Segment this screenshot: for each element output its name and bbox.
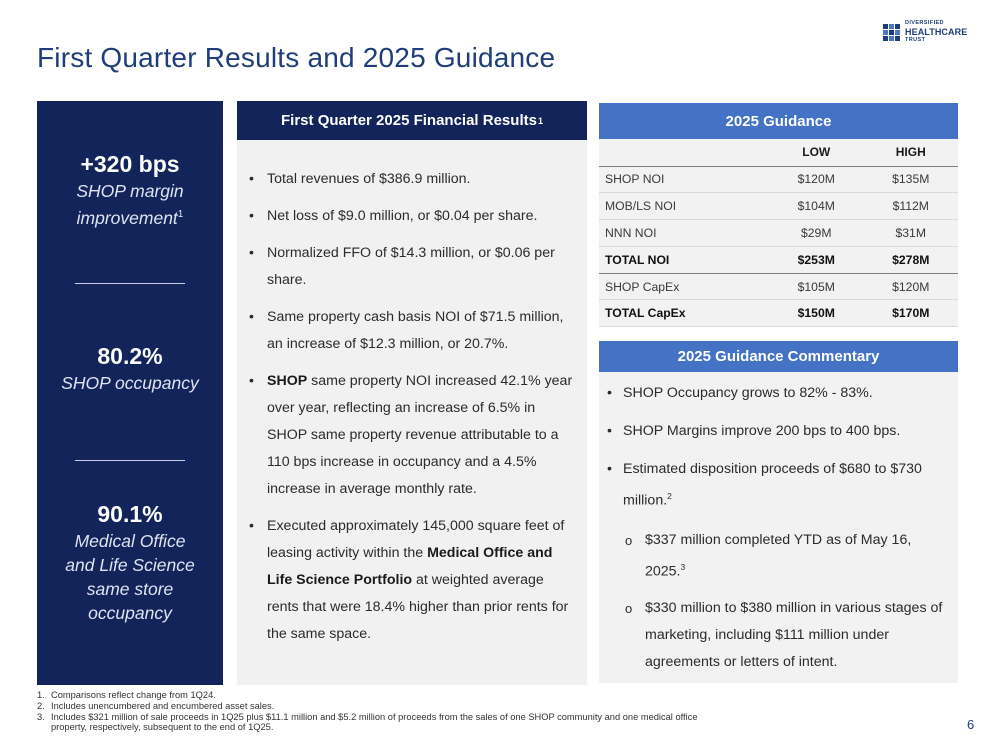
stat-label: SHOP margin <box>76 180 184 201</box>
stat-label: Medical Office <box>74 530 186 551</box>
results-bullet-leasing: • Executed approximately 145,000 square feet of leasing activity within the Medical Office and Life Science Portfolio at weighted average rents that were 18.4% higher than prior rents for the same space. <box>249 513 573 648</box>
logo-middle: HEALTHCARE <box>905 26 968 37</box>
row-high: $31M <box>864 220 959 247</box>
table-row <box>599 220 958 247</box>
row-low: $253M <box>769 246 864 273</box>
column-header-low: LOW <box>769 139 864 166</box>
commentary-bullet: • SHOP Occupancy grows to 82% - 83%. <box>607 380 948 407</box>
commentary-header: 2025 Guidance Commentary <box>599 341 958 372</box>
footnotes <box>37 690 727 733</box>
stat-mob-occupancy <box>37 501 223 625</box>
table-row-total <box>599 300 958 327</box>
row-low: $104M <box>769 193 864 220</box>
row-low: $150M <box>769 300 864 327</box>
commentary-panel <box>599 372 958 683</box>
table-row <box>599 166 958 193</box>
results-bullet-shop: • SHOP same property NOI increased 42.1% year over year, reflecting an increase of 6.5% in SHOP same property revenue attributable to a 110 bps increase in occupancy and a 4.5% increase in average monthly rate. <box>249 368 573 503</box>
row-label: SHOP NOI <box>599 166 769 193</box>
financial-results-panel <box>237 101 587 685</box>
page-title: First Quarter Results and 2025 Guidance <box>37 42 556 73</box>
row-high: $135M <box>864 166 959 193</box>
commentary-subbullet: o $330 million to $380 million in various stages of marketing, including $111 million under agreements or letters of intent. <box>623 595 948 676</box>
guidance-header: 2025 Guidance <box>599 103 958 139</box>
row-high: $170M <box>864 300 959 327</box>
commentary-list <box>599 372 958 676</box>
results-bullet: • Normalized FFO of $14.3 million, or $0.06 per share. <box>249 240 573 294</box>
row-label: SHOP CapEx <box>599 273 769 300</box>
row-low: $120M <box>769 166 864 193</box>
company-logo <box>883 18 983 46</box>
logo-text <box>905 21 967 43</box>
table-row <box>599 193 958 220</box>
stat-value: 80.2% <box>97 343 163 369</box>
row-label: MOB/LS NOI <box>599 193 769 220</box>
row-label: TOTAL NOI <box>599 246 769 273</box>
divider <box>75 460 185 461</box>
stat-shop-occupancy <box>37 343 223 395</box>
stat-value: +320 bps <box>80 151 180 177</box>
footnote: 3. Includes $321 million of sale proceeds in 1Q25 plus $11.1 million and $5.2 million of proceeds from the sales of one SHOP community and one medical office property, respectively, subsequent to the end of 1Q25. <box>37 711 698 733</box>
row-high: $112M <box>864 193 959 220</box>
results-bullet: • Total revenues of $386.9 million. <box>249 166 573 193</box>
table-header-row <box>599 139 958 166</box>
footnote: 1. Comparisons reflect change from 1Q24. <box>37 690 216 700</box>
stat-label: and Life Science <box>65 554 195 575</box>
column-header <box>599 139 769 166</box>
divider <box>75 283 185 284</box>
stat-label: same store <box>86 578 174 599</box>
stat-shop-margin <box>37 151 223 229</box>
column-header-high: HIGH <box>864 139 959 166</box>
commentary-bullet: • Estimated disposition proceeds of $680 to $730 million.$^2$ o $337 million completed YTD as of May 16, 2025.$^3$ o $330 million to $380 million in various stages of marketing, including $111 million under agreements or letters of intent. <box>607 456 948 676</box>
logo-bottom: TRUST <box>905 36 926 43</box>
row-label: NNN NOI <box>599 220 769 247</box>
row-high: $278M <box>864 246 959 273</box>
results-header: First Quarter 2025 Financial Results 1 <box>237 101 587 140</box>
results-bullet: • Same property cash basis NOI of $71.5 million, an increase of $12.3 million, or 20.7%. <box>249 304 573 358</box>
key-stats-panel <box>37 101 223 685</box>
commentary-sublist <box>623 527 948 677</box>
stat-value: 90.1% <box>97 501 163 527</box>
row-high: $120M <box>864 273 959 300</box>
commentary-bullet: • SHOP Margins improve 200 bps to 400 bps. <box>607 418 948 445</box>
row-label: TOTAL CapEx <box>599 300 769 327</box>
footnote: 2. Includes unencumbered and encumbered asset sales. <box>37 700 275 711</box>
table-row-total <box>599 246 958 273</box>
row-low: $29M <box>769 220 864 247</box>
logo-grid-icon <box>883 24 900 41</box>
table-row <box>599 273 958 300</box>
stat-label: occupancy <box>88 602 172 623</box>
stat-label: SHOP occupancy <box>61 372 199 393</box>
row-low: $105M <box>769 273 864 300</box>
commentary-subbullet: o $337 million completed YTD as of May 16, 2025.$^3$ <box>623 527 948 586</box>
stat-label: improvement$^1$ <box>76 207 184 228</box>
results-list <box>237 140 587 648</box>
guidance-table <box>599 139 958 327</box>
logo-top: DIVERSIFIED <box>905 20 944 26</box>
results-bullet: • Net loss of $9.0 million, or $0.04 per share. <box>249 203 573 230</box>
page-number: 6 <box>967 717 975 732</box>
